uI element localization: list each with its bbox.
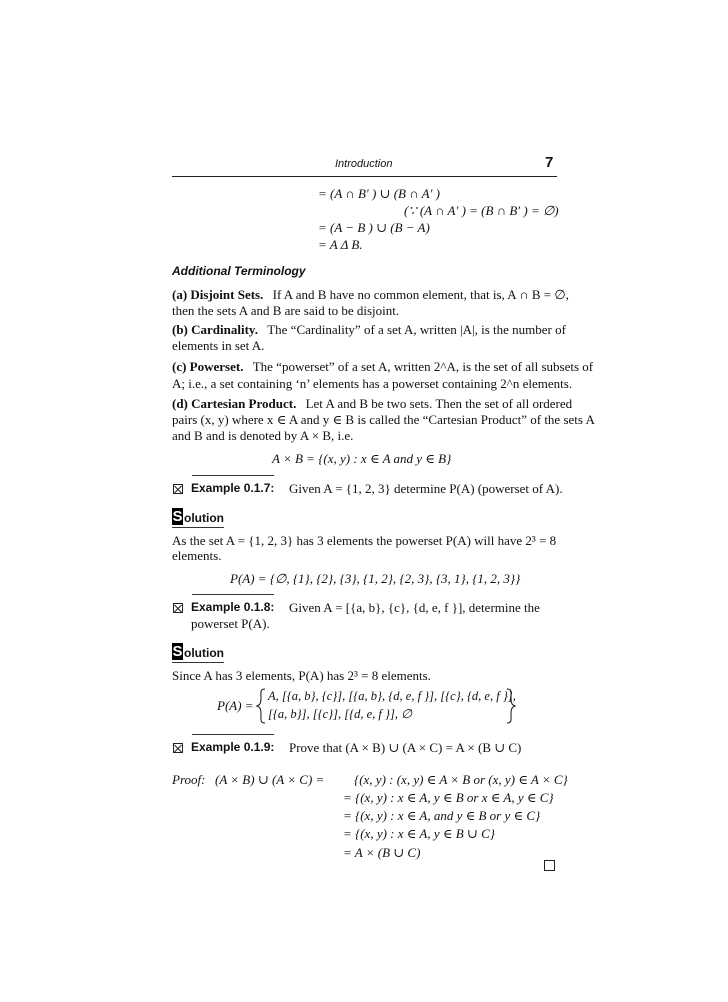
definition-disjoint-line-2: then the sets A and B are said to be disjoint. (172, 303, 400, 318)
example-019-text: Prove that (A × B) ∪ (A × C) = A × (B ∪ C) (289, 740, 522, 755)
solution-017-initial: S (172, 508, 183, 525)
example-017-rule (192, 475, 274, 476)
definition-cardinality-label: (b) Cardinality. (172, 322, 258, 337)
example-018-text-2: powerset P(A). (191, 616, 270, 631)
solution-017-line-1: As the set A = {1, 2, 3} has 3 elements the powerset P(A) will have 2³ = 8 (172, 533, 557, 548)
left-curly-brace (256, 688, 266, 724)
proof-line-5: = A × (B ∪ C) (343, 845, 421, 860)
solution-017-line-2: elements. (172, 548, 222, 563)
definition-disjoint-label: (a) Disjoint Sets. (172, 287, 264, 302)
page-number: 7 (545, 154, 554, 171)
definition-powerset-line-1 (172, 358, 593, 376)
powerset-018-lhs: P(A) = (217, 698, 254, 713)
solution-018-initial: S (172, 643, 183, 660)
example-019-icon (173, 743, 183, 753)
header-section-title: Introduction (335, 158, 393, 170)
solution-018-line-1: Since A has 3 elements, P(A) has 2³ = 8 elements. (172, 668, 431, 683)
cartesian-product-formula: A × B = {(x, y) : x ∈ A and y ∈ B} (272, 451, 452, 466)
proof-line-4: = {(x, y) : x ∈ A, y ∈ B ∪ C} (343, 826, 495, 841)
definition-powerset-label: (c) Powerset. (172, 359, 244, 374)
right-curly-brace (506, 688, 516, 724)
definition-cartesian-text: Let A and B be two sets. Then the set of all ordered (305, 396, 573, 411)
derivation-line-1: = (A ∩ B′ ) ∪ (B ∩ A′ ) (318, 186, 440, 201)
proof-lhs: (A × B) ∪ (A × C) = (215, 772, 325, 787)
proof-line-3: = {(x, y) : x ∈ A, and y ∈ B or y ∈ C} (343, 808, 541, 823)
example-018-rule (192, 594, 274, 595)
section-title: Additional Terminology (172, 264, 306, 278)
powerset-018-row-2: [{a, b}], [{c}], [{d, e, f }], ∅ (268, 707, 413, 721)
solution-018-rule (172, 662, 224, 663)
definition-powerset-text: The “powerset” of a set A, written 2^A, is the set of all subsets of (252, 359, 594, 374)
qed-box (544, 860, 555, 871)
example-019-rule (192, 734, 274, 735)
derivation-line-3: = (A − B ) ∪ (B − A) (318, 220, 430, 235)
example-019-label: Example 0.1.9: (191, 740, 275, 754)
example-018-text-1: Given A = [{a, b}, {c}, {d, e, f }], determine the (289, 600, 540, 615)
derivation-line-2: (∵ (A ∩ A′ ) = (B ∩ B′ ) = ∅) (404, 203, 559, 218)
powerset-018-row-1: A, [{a, b}, {c}], [{a, b}, {d, e, f }], [{c}, {d, e, f }], (268, 689, 516, 703)
definition-cartesian-line-2: pairs (x, y) where x ∈ A and y ∈ B is called the “Cartesian Product” of the sets A (172, 412, 595, 427)
proof-line-2: = {(x, y) : x ∈ A, y ∈ B or x ∈ A, y ∈ C} (343, 790, 554, 805)
example-017-label: Example 0.1.7: (191, 481, 275, 495)
header-rule (172, 176, 557, 177)
definition-disjoint-text: If A and B have no common element, that is, A ∩ B = ∅, (272, 287, 569, 302)
example-017-text: Given A = {1, 2, 3} determine P(A) (powerset of A). (289, 481, 563, 496)
definition-powerset-line-2: A; i.e., a set containing ‘n’ elements has a powerset containing 2^n elements. (172, 376, 573, 391)
powerset-formula: P(A) = {∅, {1}, {2}, {3}, {1, 2}, {2, 3}, {3, 1}, {1, 2, 3}} (230, 571, 521, 586)
proof-label: Proof: (172, 772, 206, 787)
derivation-line-4: = A Δ B. (318, 237, 363, 252)
solution-018-heading: olution (184, 646, 224, 660)
solution-017-rule (172, 527, 224, 528)
definition-cartesian-line-3: and B and is denoted by A × B, i.e. (172, 428, 354, 443)
solution-017-heading: olution (184, 511, 224, 525)
example-018-icon (173, 603, 183, 613)
definition-cartesian-label: (d) Cartesian Product. (172, 396, 297, 411)
definition-cardinality-line-2: elements in set A. (172, 338, 265, 353)
example-017-icon (173, 484, 183, 494)
definition-cardinality-text: The “Cardinality” of a set A, written |A|, is the number of (267, 322, 566, 337)
example-018-label: Example 0.1.8: (191, 600, 275, 614)
proof-line-1: {(x, y) : (x, y) ∈ A × B or (x, y) ∈ A × C} (354, 772, 568, 787)
